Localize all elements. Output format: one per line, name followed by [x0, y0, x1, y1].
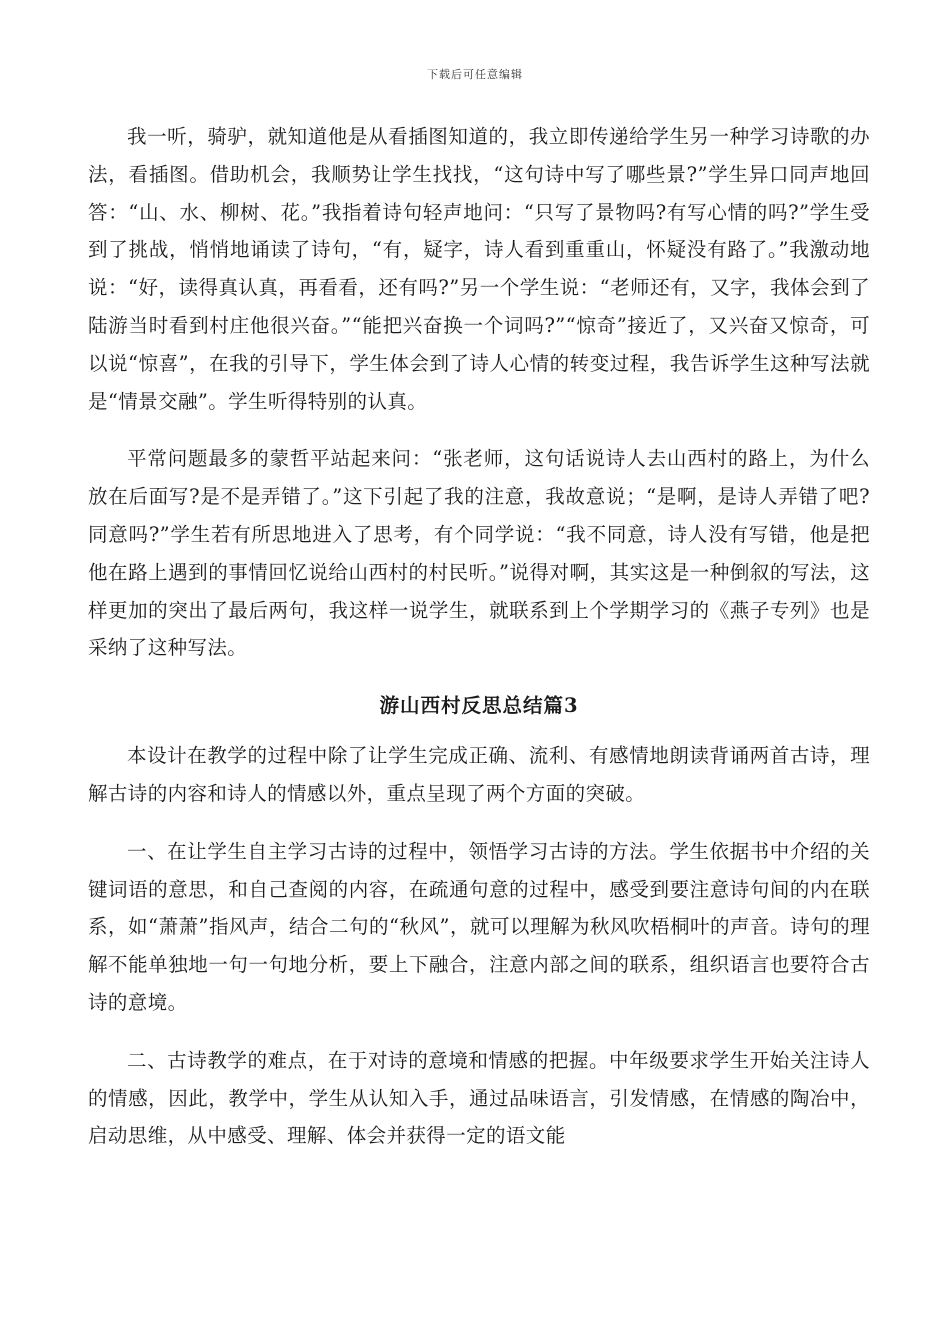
paragraph-4: 一、在让学生自主学习古诗的过程中，领悟学习古诗的方法。学生依据书中介绍的关键词语的意思，和自己查阅的内容，在疏通句意的过程中，感受到要注意诗句间的内在联系，如“萧萧”指风声，结合二句的“秋风”，就可以理解为秋风吹梧桐叶的声音。诗句的理解不能单独地一句一句地分析，要上下融合，注意内部之间的联系，组织语言也要符合古诗的意境。	[88, 839, 870, 1014]
paragraph-2: 平常问题最多的蒙哲平站起来问：“张老师，这句话说诗人去山西村的路上，为什么放在后面写?是不是弄错了。”这下引起了我的注意，我故意说；“是啊，是诗人弄错了吧?同意吗?”学生若有所思地进入了思考，有个同学说：“我不同意，诗人没有写错，他是把他在路上遇到的事情回忆说给山西村的村民听。”说得对啊，其实这是一种倒叙的写法，这样更加的突出了最后两句，我这样一说学生，就联系到上个学期学习的《燕子专列》也是采纳了这种写法。	[88, 447, 870, 660]
paragraph-3: 本设计在教学的过程中除了让学生完成正确、流利、有感情地朗读背诵两首古诗，理解古诗的内容和诗人的情感以外，重点呈现了两个方面的突破。	[88, 744, 870, 805]
page-header-note: 下载后可任意编辑	[427, 68, 523, 81]
section-heading: 游山西村反思总结篇3	[379, 694, 579, 718]
paragraph-1: 我一听，骑驴，就知道他是从看插图知道的，我立即传递给学生另一种学习诗歌的办法，看插图。借助机会，我顺势让学生找找，“这句诗中写了哪些景?”学生异口同声地回答：“山、水、柳树、花。”我指着诗句轻声地问：“只写了景物吗?有写心情的吗?”学生受到了挑战，悄悄地诵读了诗句，“有，疑字，诗人看到重重山，怀疑没有路了。”我激动地说：“好，读得真认真，再看看，还有吗?”另一个学生说：“老师还有，又字，我体会到了陆游当时看到村庄他很兴奋。”“能把兴奋换一个词吗?”“惊奇”接近了，又兴奋又惊奇，可以说“惊喜”，在我的引导下，学生体会到了诗人心情的转变过程，我告诉学生这种写法就是“情景交融”。学生听得特别的认真。	[88, 125, 870, 413]
document-body	[88, 118, 870, 1175]
paragraph-5: 二、古诗教学的难点，在于对诗的意境和情感的把握。中年级要求学生开始关注诗人的情感，因此，教学中，学生从认知入手，通过品味语言，引发情感，在情感的陶冶中，启动思维，从中感受、理解、体会并获得一定的语文能	[88, 1048, 870, 1148]
